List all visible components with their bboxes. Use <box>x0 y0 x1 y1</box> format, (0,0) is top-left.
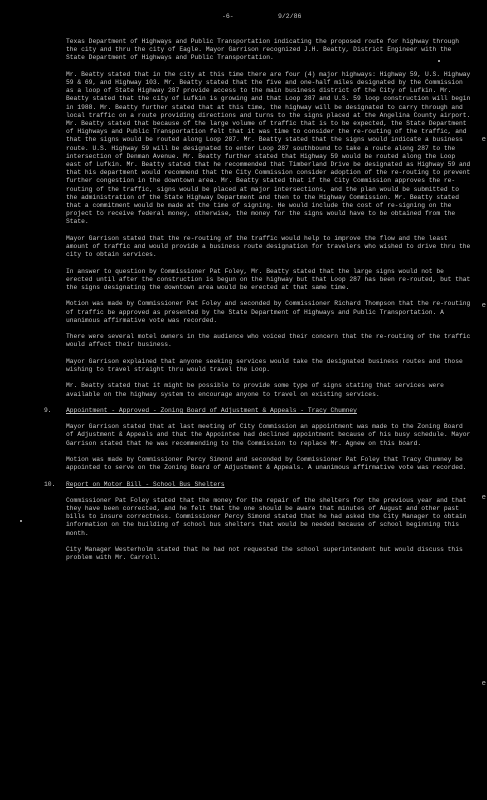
paragraph: Mayor Garrison stated that the re-routing of the traffic would help to improve the flow and the least amount of traffic and would provide a business route designation for travelers who wished to drive thru the city to obtain services. <box>66 234 471 259</box>
paragraph: Motion was made by Commissioner Pat Foley and seconded by Commissioner Richard Thompson that the re-routing of traffic be approved as presented by the State Department of Highways and Public Transportation. A unanimous affirmative vote was recorded. <box>66 300 471 324</box>
margin-mark: e <box>481 494 486 502</box>
meeting-date: 9/2/86 <box>278 13 302 20</box>
paragraph: Mayor Garrison explained that anyone seeking services would take the designated business routes and those wishing to travel straight thru would travel the Loop. <box>66 357 463 374</box>
paragraph: There were several motel owners in the audience who voiced their concern that the re-routing of the traffic would affect their business. <box>66 333 471 349</box>
paragraph: Mr. Beatty stated that it might be possible to provide some type of signs stating that services were available on the highway system to encourage anyone to travel on existing services. <box>66 382 444 398</box>
paragraph: In answer to question by Commissioner Pat Foley, Mr. Beatty stated that the large signs would not be erected until after the construction is begun on the highway but that Loop 287 has been re-routed, but that the signs designating the downtown area would be erected at that same time. <box>66 267 471 292</box>
paragraph: City Manager Westerholm stated that he had not requested the school superintendent but would discuss this problem with Mr. Carroll. <box>66 546 463 562</box>
margin-mark: e <box>481 136 486 144</box>
paragraph: Mayor Garrison stated that at last meeting of City Commission an appointment was made to the Zoning Board of Adjustment & Appeals and that the Appointee had declined appointment because of his busy schedule. Mayor Garrison stated that he was recommending to the Commission to replace Mr. Agnew on this board. <box>66 423 471 447</box>
paragraph: Motion was made by Commissioner Percy Simond and seconded by Commissioner Pat Foley that Tracy Chumney be appointed to serve on the Zoning Board of Adjustment & Appeals. A unanimous affirmative vote was recorded. <box>66 456 467 472</box>
paragraph: Mr. Beatty stated that in the city at this time there are four (4) major highways: Highway 59, U.S. Highway 59 & 69, and Highway 103. Mr. Beatty stated that the five and one-half miles designated by the Commission as a loop of State Highway 287 provide access to the main business district of the City of Lufkin. Mr. Beatty stated that the city of Lufkin is growing and that Loop 287 and U.S. 59 loop construction will begin in 1988. Mr. Beatty further stated that at this time, the highway will be designated to carry through and local traffic on a route providing directions and turns to the signs placed at the Angelina County airport. Mr. Beatty stated that because of the large volume of traffic that is to be expected, the State Department of Highways and Public Transportation felt that it was time to consider the re-routing of the traffic, and that the signs would be routed along Loop 287. Mr. Beatty stated that the signs would indicate a business route. U.S. Highway 59 will be designated to enter Loop 287 southbound to take a route along 287 to the intersection of Denman Avenue. Mr. Beatty further stated that Highway 59 would be routed along the Loop east of Lufkin. Mr. Beatty stated that he recommended that Timberland Drive be designated as Highway 59 and that his department would recommend that the City Commission consider adoption of the re-routing to prevent further congestion in the downtown area. Mr. Beatty stated that if the City Commission approves the re-routing of the traffic, signs would be placed at major intersections, and the plan would be submitted to the administration of the State Highway Department and then to the Highway Commission. Mr. Beatty stated that a commitment would be made at the time of signing. He would include the cost of re-signing on the project to receive federal money, otherwise, the money for the signs would have to be obtained from the State. <box>66 70 471 226</box>
item-number: 9. <box>44 407 52 415</box>
item-number: 10. <box>44 480 56 488</box>
agenda-item-10 <box>44 480 474 563</box>
agenda-item-9 <box>44 407 474 472</box>
margin-marks <box>477 0 487 800</box>
minutes-body <box>44 38 474 571</box>
margin-mark: e <box>481 680 486 688</box>
scan-speck <box>20 520 22 522</box>
margin-mark: e <box>481 302 486 310</box>
item-title: Appointment - Approved - Zoning Board of Adjustment & Appeals - Tracy Chumney <box>66 407 357 415</box>
item-title: Report on Motor Bill - School Bus Shelters <box>66 480 225 488</box>
paragraph: Commissioner Pat Foley stated that the money for the repair of the shelters for the previous year and that they have been corrected, and he felt that the one should be aware that minutes of August and other past bills to insure correctness. Commissioner Percy Simond stated that he had asked the City Manager to obtain information on the building of school bus shelters that would be needed because of school beginning this month. <box>66 496 467 537</box>
scan-speck <box>438 60 440 62</box>
page-number: -6- <box>222 13 234 20</box>
paragraph: Texas Department of Highways and Public Transportation indicating the proposed route for highway through the city and thru the city of Eagle. Mayor Garrison recognized J.H. Beatty, District Engineer with the State Department of Highways and Public Transportation. <box>66 38 459 62</box>
